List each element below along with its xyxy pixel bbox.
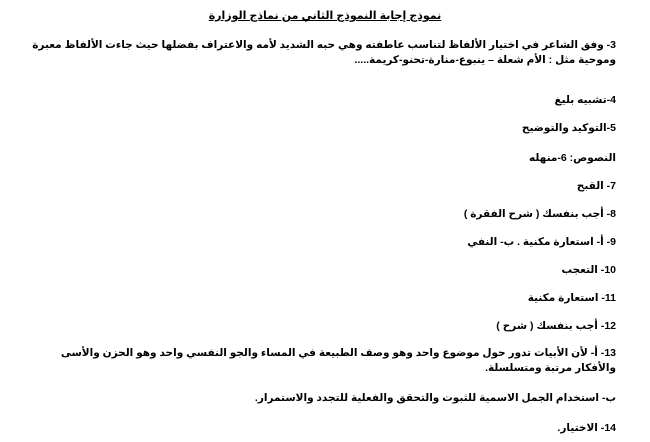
answer-4: 4-تشبيه بليغ [554, 94, 616, 106]
answer-12: 12- أجب بنفسك ( شرح ) [496, 320, 616, 332]
answer-10: 10- التعجب [561, 264, 616, 276]
answer-13a: 13- أ- لأن الأبيات تدور حول موضوع واحد وهو وصف الطبيعة في المساء والجو النفسي واحد وهو الحزن والأسى والأفكار مرتبة ومتسلسلة. [60, 347, 616, 374]
answer-6: النصوص: 6-منهله [528, 152, 616, 164]
answer-3: 3- وفق الشاعر في اختيار الألفاظ لتناسب عاطفته وهي حبه الشديد لأمه والاعتراف بفضلها حيث جاءت الألفاظ معبرة وموحية مثل : الأم شعلة – ينبوع-منارة-تحنو-كريمة..... [32, 39, 616, 66]
answer-7: 7- القبح [576, 180, 616, 192]
page-title: نموذج إجابة النموذج الثاني من نماذج الوزارة [208, 10, 442, 22]
answer-8: 8- أجب بنفسك ( شرح الفقرة ) [463, 208, 616, 220]
answer-13b: ب- استخدام الجمل الاسمية للثبوت والتحقق والفعلية للتجدد والاستمرار. [254, 392, 616, 404]
answer-5: 5-التوكيد والتوضيح [521, 122, 616, 134]
answer-14: 14- الاختيار. [557, 422, 616, 434]
answer-11: 11- استعارة مكنية [527, 292, 616, 304]
answer-9: 9- أ- استعارة مكنية . ب- النفي [467, 236, 616, 248]
